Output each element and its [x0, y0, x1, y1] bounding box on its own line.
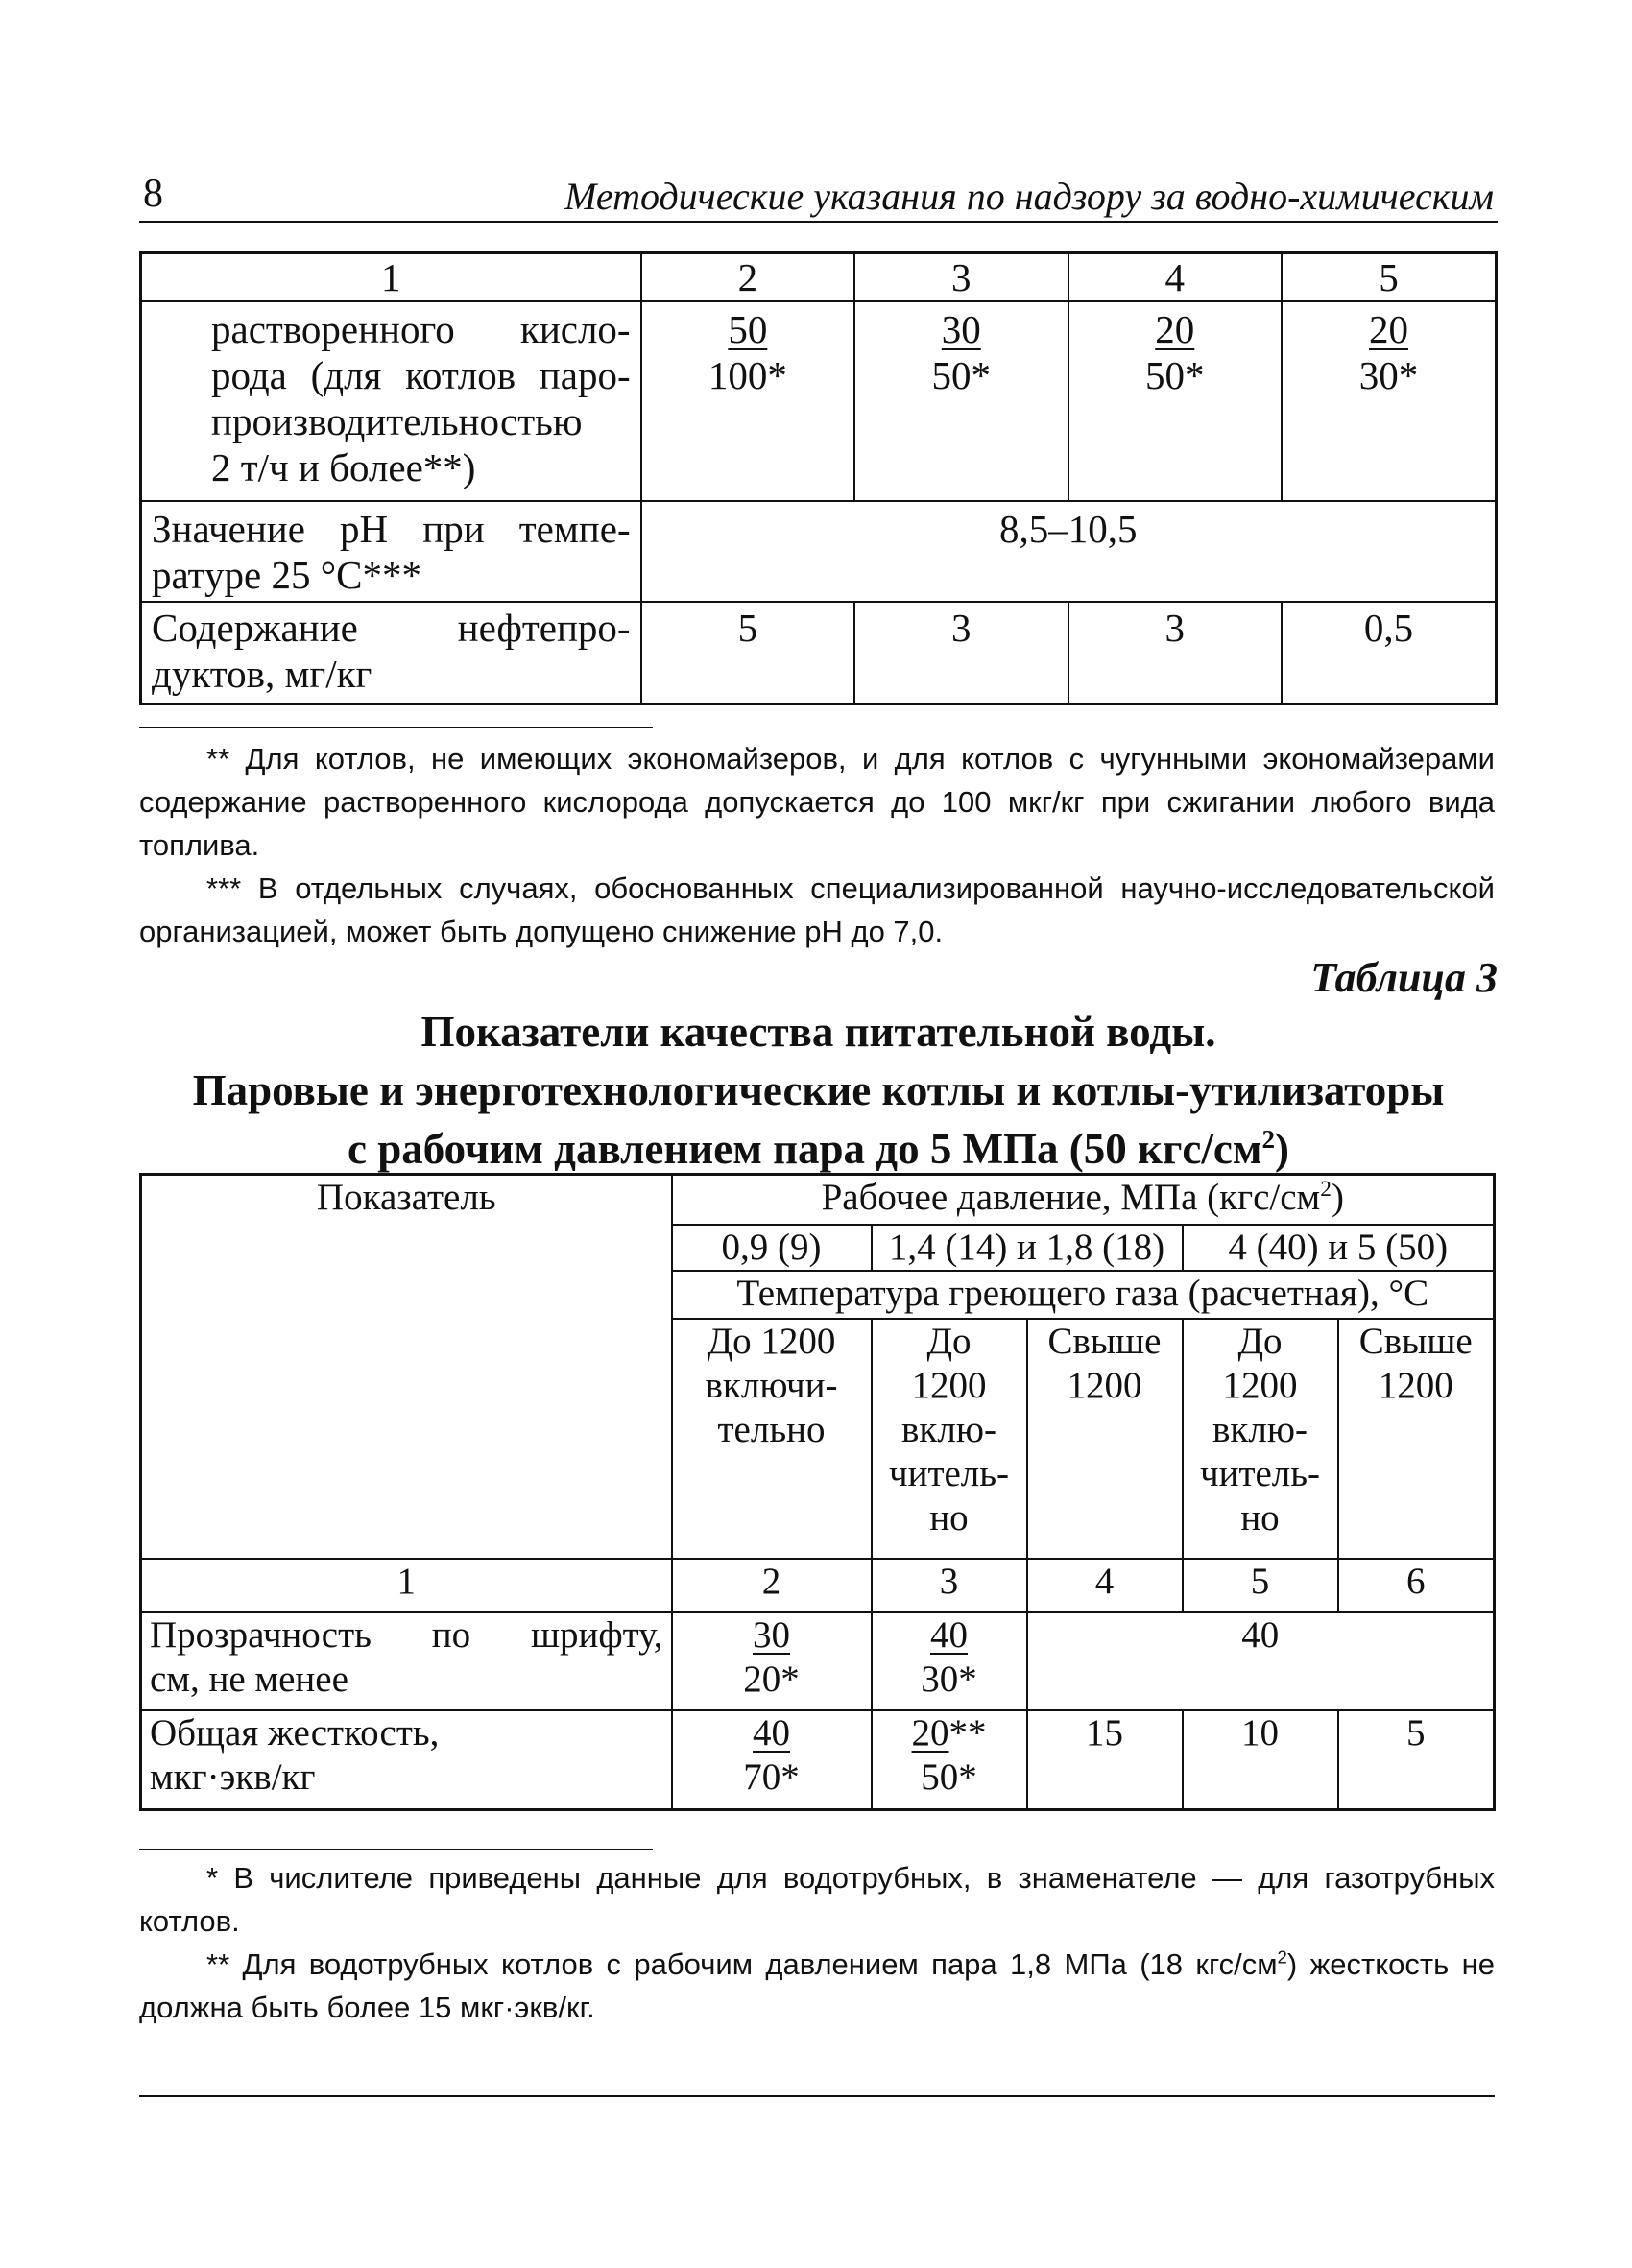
temp-col [1027, 1319, 1183, 1559]
label-line: растворенного кисло- [211, 307, 631, 351]
label-line: мкг·экв/кг [150, 1755, 316, 1798]
fraction-denominator: 50* [921, 1755, 977, 1798]
label-line: 2 т/ч и более**) [211, 445, 476, 489]
footnote-text: ) жесткость не должна быть более 15 мкг·экв/кг. [139, 1947, 1495, 2024]
row-label-oil [141, 602, 641, 704]
temp-col [1183, 1319, 1338, 1559]
table-title [139, 1003, 1498, 1179]
temp-line: тельно [717, 1408, 826, 1450]
fraction-denominator: 20* [743, 1658, 800, 1700]
temp-line: 1200 [911, 1364, 987, 1406]
col-number: 6 [1338, 1559, 1495, 1612]
fraction-numerator: 40 [753, 1711, 790, 1754]
header-indicator: Показатель [141, 1175, 672, 1559]
col-number: 5 [1183, 1559, 1338, 1612]
temp-line: До [1237, 1320, 1283, 1362]
temp-line: До 1200 [707, 1320, 836, 1362]
pressure-col: 4 (40) и 5 (50) [1183, 1225, 1495, 1271]
label-line: производительностью [211, 399, 583, 443]
header-row [141, 1175, 1495, 1225]
temp-line: но [1240, 1496, 1280, 1539]
fraction-denominator: 30* [1358, 353, 1419, 397]
col-number: 1 [141, 1559, 672, 1612]
header-pressure-tail: ) [1331, 1177, 1344, 1218]
footnote-text: ** Для водотрубных котлов с рабочим давлением пара 1,8 МПа (18 кгс/см [206, 1947, 1278, 1981]
fraction-numerator: 50 [728, 307, 768, 351]
header-pressure-text: Рабочее давление, МПа (кгс/см [821, 1177, 1321, 1218]
title-line: Показатели качества питательной воды. [420, 1008, 1216, 1056]
running-header [139, 171, 1498, 223]
table-2-continuation [139, 251, 1498, 705]
temp-line: вклю- [1212, 1408, 1308, 1450]
temp-col [872, 1319, 1027, 1559]
temp-col [672, 1319, 872, 1559]
title-tail: ) [1275, 1125, 1289, 1173]
fraction-numerator-wrap [873, 1711, 1026, 1755]
value-cell: 0,5 [1282, 602, 1497, 704]
ph-value: 8,5–10,5 [641, 501, 1497, 602]
page-number: 8 [143, 172, 163, 216]
temp-col [1338, 1319, 1495, 1559]
label-line: см, не менее [150, 1658, 348, 1700]
value-cell: 40 [1027, 1612, 1495, 1710]
footnote: *** В отдельных случаях, обоснованных специализированной научно-исследовательской организацией, может быть допущено снижение pH до 7,0. [139, 871, 1495, 948]
fraction-numerator: 20 [1155, 307, 1195, 351]
fraction-numerator: 30 [941, 307, 981, 351]
table-row [141, 1612, 1495, 1710]
value-cell: 3 [1068, 602, 1282, 704]
value-cell: 10 [1183, 1710, 1338, 1810]
fraction-numerator: 20 [911, 1711, 949, 1754]
temp-line: Свыше [1358, 1320, 1473, 1362]
row-label-ph [141, 501, 641, 602]
temp-line: До [926, 1320, 972, 1362]
column-number-row [141, 253, 1497, 302]
temp-line: читель- [1199, 1452, 1321, 1494]
table-row [141, 1710, 1495, 1810]
footnote: ** Для котлов, не имеющих экономайзеров, и для котлов с чугунными экономайзерами содержание растворенного кислорода допускается до 100 мкг/кг при сжигании любого вида топлива. [139, 742, 1495, 862]
running-title: Методические указания по надзору за водно-химическим [564, 175, 1494, 218]
temp-line: но [929, 1496, 969, 1539]
header-pressure [672, 1175, 1495, 1225]
fraction-cell [672, 1612, 872, 1710]
header-temperature: Температура греющего газа (расчетная), °С [672, 1271, 1495, 1319]
fraction-denominator: 30* [921, 1658, 977, 1700]
col-number: 5 [1282, 253, 1497, 302]
value-cell: 3 [854, 602, 1068, 704]
label-line: дуктов, мг/кг [152, 652, 372, 696]
title-line: Паровые и энерготехнологические котлы и котлы-утилизаторы [192, 1066, 1445, 1114]
value-cell: 5 [641, 602, 854, 704]
row-label-hardness [141, 1710, 672, 1810]
col-number: 2 [641, 253, 854, 302]
row-label-oxygen [141, 301, 641, 501]
footnote: * В числителе приведены данные для водотрубных, в знаменателе — для газотрубных котлов. [139, 1861, 1495, 1938]
pressure-col: 1,4 (14) и 1,8 (18) [872, 1225, 1183, 1271]
fraction-denominator: 100* [708, 353, 787, 397]
pressure-col: 0,9 (9) [672, 1225, 872, 1271]
fraction-denominator: 70* [743, 1755, 800, 1798]
label-line: Общая жесткость, [150, 1711, 440, 1754]
col-number: 1 [141, 253, 641, 302]
bottom-rule [139, 2095, 1495, 2097]
fraction-cell [1282, 301, 1497, 501]
fraction-numerator: 30 [753, 1613, 790, 1656]
value-cell: 15 [1027, 1710, 1183, 1810]
fraction-numerator: 20 [1369, 307, 1408, 351]
fraction-cell [1068, 301, 1282, 501]
col-number: 4 [1027, 1559, 1183, 1612]
label-line: рода (для котлов паро- [211, 353, 631, 397]
superscript: 2 [1261, 1125, 1275, 1154]
table-label: Таблица 3 [1310, 954, 1498, 1001]
col-number: 4 [1068, 253, 1282, 302]
value-cell: 5 [1338, 1710, 1495, 1810]
title-line [139, 1120, 1498, 1179]
footnotes-table-3 [139, 1856, 1495, 2029]
label-line: Содержание нефтепро- [152, 606, 631, 650]
fraction-numerator: 40 [930, 1613, 968, 1656]
row-label-transparency [141, 1612, 672, 1710]
fraction-cell [872, 1612, 1027, 1710]
title-text: с рабочим давлением пара до 5 МПа (50 кгс/см [347, 1125, 1262, 1173]
label-line: Прозрачность по шрифту, [150, 1613, 663, 1656]
superscript: 2 [1320, 1177, 1332, 1202]
fraction-cell [872, 1710, 1027, 1810]
footnotes-table-2 [139, 737, 1495, 953]
fraction-cell [672, 1710, 872, 1810]
col-number: 2 [672, 1559, 872, 1612]
col-number: 3 [872, 1559, 1027, 1612]
column-number-row [141, 1559, 1495, 1612]
footnote-rule [139, 1849, 653, 1850]
fraction-denominator: 50* [931, 353, 992, 397]
temp-line: 1200 [1222, 1364, 1298, 1406]
temp-line: включи- [705, 1364, 838, 1406]
label-line: ратуре 25 °С*** [152, 553, 421, 597]
footnote [139, 1943, 1495, 2029]
temp-line: читель- [888, 1452, 1010, 1494]
table-row [141, 501, 1497, 602]
table-row [141, 301, 1497, 501]
fraction-denominator: 50* [1145, 353, 1205, 397]
table-row [141, 602, 1497, 704]
superscript: 2 [1277, 1946, 1287, 1968]
col-number: 3 [854, 253, 1068, 302]
temp-line: Свыше [1047, 1320, 1162, 1362]
temp-line: 1200 [1378, 1364, 1453, 1406]
table-3 [139, 1173, 1496, 1811]
label-line: Значение pH при темпе- [152, 507, 631, 551]
temp-line: 1200 [1067, 1364, 1142, 1406]
fraction-cell [854, 301, 1068, 501]
numerator-suffix: ** [948, 1711, 987, 1754]
footnote-rule [139, 727, 653, 728]
fraction-cell [641, 301, 854, 501]
temp-line: вклю- [901, 1408, 996, 1450]
